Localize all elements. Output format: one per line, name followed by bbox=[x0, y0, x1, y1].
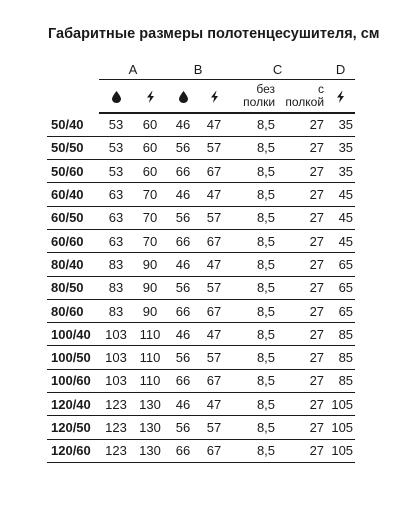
value-cell: 70 bbox=[133, 229, 167, 252]
value-cell: 8,5 bbox=[229, 229, 277, 252]
value-cell: 105 bbox=[326, 439, 355, 462]
value-cell: 8,5 bbox=[229, 323, 277, 346]
model-cell: 50/60 bbox=[47, 160, 99, 183]
model-cell: 60/40 bbox=[47, 183, 99, 206]
value-cell: 67 bbox=[199, 369, 229, 392]
value-cell: 27 bbox=[277, 346, 326, 369]
value-cell: 110 bbox=[133, 323, 167, 346]
value-cell: 27 bbox=[277, 206, 326, 229]
header-col-c: C bbox=[229, 60, 326, 80]
table-row bbox=[47, 416, 355, 439]
value-cell: 56 bbox=[167, 136, 199, 159]
value-cell: 27 bbox=[277, 393, 326, 416]
value-cell: 63 bbox=[99, 183, 133, 206]
value-cell: 56 bbox=[167, 346, 199, 369]
model-cell: 100/50 bbox=[47, 346, 99, 369]
table-row bbox=[47, 276, 355, 299]
value-cell: 60 bbox=[133, 160, 167, 183]
value-cell: 90 bbox=[133, 253, 167, 276]
value-cell: 27 bbox=[277, 253, 326, 276]
table-row bbox=[47, 253, 355, 276]
header-model-blank-2 bbox=[47, 80, 99, 114]
value-cell: 110 bbox=[133, 369, 167, 392]
value-cell: 56 bbox=[167, 416, 199, 439]
model-cell: 120/50 bbox=[47, 416, 99, 439]
model-cell: 120/60 bbox=[47, 439, 99, 462]
value-cell: 27 bbox=[277, 136, 326, 159]
value-cell: 66 bbox=[167, 229, 199, 252]
table-row bbox=[47, 323, 355, 346]
value-cell: 60 bbox=[133, 113, 167, 136]
table-row bbox=[47, 229, 355, 252]
value-cell: 8,5 bbox=[229, 346, 277, 369]
header-row-groups bbox=[47, 60, 355, 80]
model-cell: 50/40 bbox=[47, 113, 99, 136]
value-cell: 66 bbox=[167, 439, 199, 462]
value-cell: 27 bbox=[277, 183, 326, 206]
value-cell: 57 bbox=[199, 416, 229, 439]
value-cell: 27 bbox=[277, 439, 326, 462]
model-cell: 60/60 bbox=[47, 229, 99, 252]
value-cell: 65 bbox=[326, 253, 355, 276]
value-cell: 8,5 bbox=[229, 276, 277, 299]
value-cell: 8,5 bbox=[229, 113, 277, 136]
value-cell: 85 bbox=[326, 323, 355, 346]
header-col-b: B bbox=[167, 60, 229, 80]
value-cell: 67 bbox=[199, 229, 229, 252]
header-c-without-shelf-line2: полки bbox=[243, 95, 276, 109]
table-row bbox=[47, 439, 355, 462]
model-cell: 100/40 bbox=[47, 323, 99, 346]
value-cell: 63 bbox=[99, 206, 133, 229]
value-cell: 60 bbox=[133, 136, 167, 159]
value-cell: 85 bbox=[326, 369, 355, 392]
value-cell: 53 bbox=[99, 160, 133, 183]
value-cell: 53 bbox=[99, 136, 133, 159]
value-cell: 85 bbox=[326, 346, 355, 369]
value-cell: 47 bbox=[199, 323, 229, 346]
value-cell: 103 bbox=[99, 369, 133, 392]
lightning-bolt-icon bbox=[199, 80, 229, 114]
value-cell: 110 bbox=[133, 346, 167, 369]
value-cell: 8,5 bbox=[229, 369, 277, 392]
model-cell: 80/40 bbox=[47, 253, 99, 276]
value-cell: 123 bbox=[99, 393, 133, 416]
value-cell: 35 bbox=[326, 113, 355, 136]
header-col-a: A bbox=[99, 60, 167, 80]
model-cell: 80/50 bbox=[47, 276, 99, 299]
value-cell: 67 bbox=[199, 299, 229, 322]
value-cell: 47 bbox=[199, 253, 229, 276]
water-drop-icon bbox=[167, 80, 199, 114]
value-cell: 57 bbox=[199, 136, 229, 159]
value-cell: 8,5 bbox=[229, 416, 277, 439]
value-cell: 8,5 bbox=[229, 253, 277, 276]
value-cell: 35 bbox=[326, 160, 355, 183]
value-cell: 66 bbox=[167, 299, 199, 322]
value-cell: 105 bbox=[326, 393, 355, 416]
table-row bbox=[47, 206, 355, 229]
header-row-subgroups bbox=[47, 80, 355, 114]
water-drop-icon bbox=[99, 80, 133, 114]
value-cell: 45 bbox=[326, 206, 355, 229]
value-cell: 46 bbox=[167, 323, 199, 346]
table-row bbox=[47, 160, 355, 183]
value-cell: 90 bbox=[133, 276, 167, 299]
header-col-d: D bbox=[326, 60, 355, 80]
value-cell: 83 bbox=[99, 299, 133, 322]
value-cell: 46 bbox=[167, 183, 199, 206]
value-cell: 83 bbox=[99, 276, 133, 299]
value-cell: 27 bbox=[277, 323, 326, 346]
value-cell: 46 bbox=[167, 113, 199, 136]
value-cell: 65 bbox=[326, 276, 355, 299]
value-cell: 35 bbox=[326, 136, 355, 159]
table-row bbox=[47, 183, 355, 206]
value-cell: 57 bbox=[199, 206, 229, 229]
value-cell: 8,5 bbox=[229, 393, 277, 416]
value-cell: 67 bbox=[199, 439, 229, 462]
header-c-with-shelf-line2: полкой bbox=[285, 95, 325, 109]
table-row bbox=[47, 136, 355, 159]
header-c-with-shelf bbox=[277, 80, 326, 114]
value-cell: 105 bbox=[326, 416, 355, 439]
value-cell: 66 bbox=[167, 160, 199, 183]
table-row bbox=[47, 369, 355, 392]
value-cell: 123 bbox=[99, 439, 133, 462]
value-cell: 27 bbox=[277, 416, 326, 439]
dimensions-table bbox=[47, 60, 355, 463]
value-cell: 47 bbox=[199, 393, 229, 416]
value-cell: 130 bbox=[133, 393, 167, 416]
value-cell: 130 bbox=[133, 416, 167, 439]
value-cell: 27 bbox=[277, 229, 326, 252]
value-cell: 63 bbox=[99, 229, 133, 252]
value-cell: 45 bbox=[326, 183, 355, 206]
value-cell: 8,5 bbox=[229, 136, 277, 159]
lightning-bolt-icon bbox=[133, 80, 167, 114]
model-cell: 60/50 bbox=[47, 206, 99, 229]
value-cell: 56 bbox=[167, 206, 199, 229]
value-cell: 70 bbox=[133, 183, 167, 206]
page-title: Габаритные размеры полотенцесушителя, см bbox=[48, 26, 380, 42]
value-cell: 123 bbox=[99, 416, 133, 439]
value-cell: 57 bbox=[199, 276, 229, 299]
value-cell: 130 bbox=[133, 439, 167, 462]
value-cell: 57 bbox=[199, 346, 229, 369]
table-row bbox=[47, 299, 355, 322]
table-row bbox=[47, 113, 355, 136]
lightning-bolt-icon bbox=[326, 80, 355, 114]
value-cell: 46 bbox=[167, 393, 199, 416]
header-c-without-shelf-line1: без bbox=[256, 82, 276, 96]
value-cell: 103 bbox=[99, 346, 133, 369]
value-cell: 67 bbox=[199, 160, 229, 183]
value-cell: 46 bbox=[167, 253, 199, 276]
value-cell: 70 bbox=[133, 206, 167, 229]
value-cell: 90 bbox=[133, 299, 167, 322]
value-cell: 8,5 bbox=[229, 183, 277, 206]
model-cell: 100/60 bbox=[47, 369, 99, 392]
value-cell: 47 bbox=[199, 113, 229, 136]
value-cell: 66 bbox=[167, 369, 199, 392]
header-c-with-shelf-line1: с bbox=[318, 82, 325, 96]
value-cell: 53 bbox=[99, 113, 133, 136]
value-cell: 103 bbox=[99, 323, 133, 346]
value-cell: 27 bbox=[277, 113, 326, 136]
value-cell: 8,5 bbox=[229, 299, 277, 322]
model-cell: 120/40 bbox=[47, 393, 99, 416]
value-cell: 65 bbox=[326, 299, 355, 322]
table-row bbox=[47, 393, 355, 416]
value-cell: 83 bbox=[99, 253, 133, 276]
value-cell: 27 bbox=[277, 276, 326, 299]
value-cell: 8,5 bbox=[229, 439, 277, 462]
header-c-without-shelf bbox=[229, 80, 277, 114]
model-cell: 50/50 bbox=[47, 136, 99, 159]
header-model-blank bbox=[47, 60, 99, 80]
table-row bbox=[47, 346, 355, 369]
value-cell: 27 bbox=[277, 369, 326, 392]
value-cell: 56 bbox=[167, 276, 199, 299]
value-cell: 27 bbox=[277, 299, 326, 322]
value-cell: 47 bbox=[199, 183, 229, 206]
value-cell: 27 bbox=[277, 160, 326, 183]
value-cell: 8,5 bbox=[229, 206, 277, 229]
value-cell: 45 bbox=[326, 229, 355, 252]
value-cell: 8,5 bbox=[229, 160, 277, 183]
model-cell: 80/60 bbox=[47, 299, 99, 322]
